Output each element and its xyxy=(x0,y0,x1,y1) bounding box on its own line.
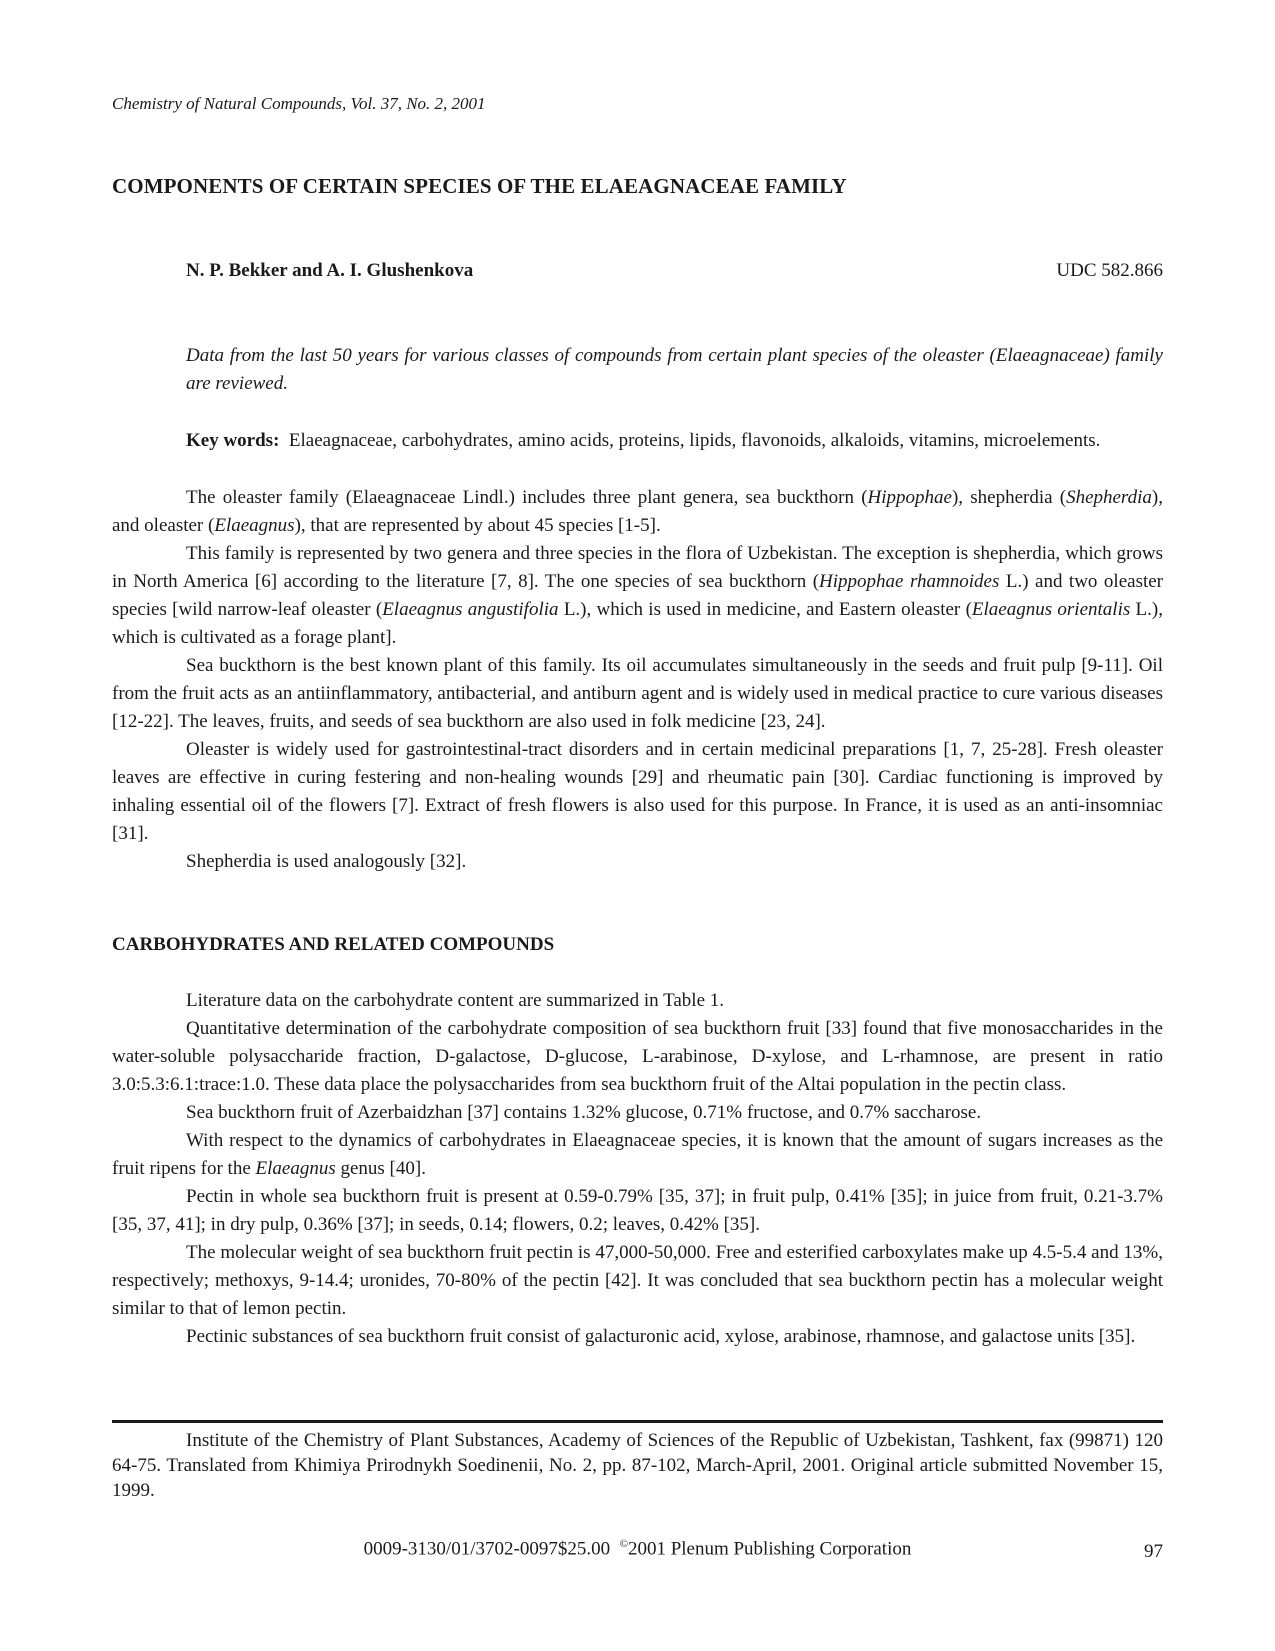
section-heading: CARBOHYDRATES AND RELATED COMPOUNDS xyxy=(112,934,555,955)
journal-header: Chemistry of Natural Compounds, Vol. 37, No. 2, 2001 xyxy=(112,94,486,113)
intro-paragraph-4: Oleaster is widely used for gastrointestinal-tract disorders and in certain medicinal preparations [1, 7, 25-28]. Fresh oleaster leaves are effective in curing festering and non-healing wounds [29] and rheumatic pain [30]. Cardiac functioning is improved by inhaling essential oil of the flowers [7]. Extract of fresh flowers is also used for this purpose. In France, it is used as an anti-insomniac [31]. xyxy=(112,739,1163,844)
intro-paragraph-3: Sea buckthorn is the best known plant of this family. Its oil accumulates simultaneously in the seeds and fruit pulp [9-11]. Oil from the fruit acts as an antiinflammatory, antibacterial, and antiburn agent and is widely used in medical practice to cure various diseases [12-22]. The leaves, fruits, and seeds of sea buckthorn are also used in folk medicine [23, 24]. xyxy=(112,655,1163,732)
intro-paragraph-1: The oleaster family (Elaeagnaceae Lindl.) includes three plant genera, sea buckthorn (Hippophae), shepherdia (Shepherdia), and oleaster (Elaeagnus), that are represented by about 45 species [1-5]. xyxy=(112,487,1163,536)
copyright-line xyxy=(0,1538,1275,1560)
carb-paragraph-1: Literature data on the carbohydrate content are summarized in Table 1. xyxy=(186,990,725,1011)
keywords-list: Elaeagnaceae, carbohydrates, amino acids, proteins, lipids, flavonoids, alkaloids, vitamins, microelements. xyxy=(288,430,1101,451)
publisher: 2001 Plenum Publishing Corporation xyxy=(627,1538,912,1560)
carb-paragraph-3: Sea buckthorn fruit of Azerbaidzhan [37] contains 1.32% glucose, 0.71% fructose, and 0.7% saccharose. xyxy=(186,1102,982,1123)
carb-paragraph-7: Pectinic substances of sea buckthorn fruit consist of galacturonic acid, xylose, arabinose, rhamnose, and galactose units [35]. xyxy=(186,1326,1136,1347)
authors: N. P. Bekker and A. I. Glushenkova xyxy=(186,260,474,281)
intro-paragraph-5: Shepherdia is used analogously [32]. xyxy=(186,851,467,872)
footnote xyxy=(112,1428,1163,1503)
carb-paragraph-6: The molecular weight of sea buckthorn fruit pectin is 47,000-50,000. Free and esterified carboxylates make up 4.5-5.4 and 13%, respectively; methoxys, 9-14.4; uronides, 70-80% of the pectin [42]. It was concluded that sea buckthorn pectin has a molecular weight similar to that of lemon pectin. xyxy=(112,1242,1163,1319)
keywords-label: Key words: xyxy=(186,430,280,451)
page-number: 97 xyxy=(1144,1541,1163,1562)
keywords xyxy=(186,427,1163,455)
footnote-text: Institute of the Chemistry of Plant Substances, Academy of Sciences of the Republic of Uzbekistan, Tashkent, fax (99871) 120 64-75. Translated from Khimiya Prirodnykh Soedinenii, No. 2, pp. 87-102, March-April, 2001. Original article submitted November 15, 1999. xyxy=(112,1430,1163,1501)
udc-code: UDC 582.866 xyxy=(1056,260,1163,281)
article-code: 0009-3130/01/3702-0097$25.00 xyxy=(363,1538,611,1560)
intro-paragraph-2: This family is represented by two genera and three species in the flora of Uzbekistan. The exception is shepherdia, which grows in North America [6] according to the literature [7, 8]. The one species of sea buckthorn (Hippophae rhamnoides L.) and two oleaster species [wild narrow-leaf oleaster (Elaeagnus angustifolia L.), which is used in medicine, and Eastern oleaster (Elaeagnus orientalis L.), which is cultivated as a forage plant]. xyxy=(112,543,1163,648)
article-title: COMPONENTS OF CERTAIN SPECIES OF THE ELAEAGNACEAE FAMILY xyxy=(112,174,847,198)
copyright-symbol: © xyxy=(619,1538,628,1550)
carb-paragraph-4: With respect to the dynamics of carbohydrates in Elaeagnaceae species, it is known that the amount of sugars increases as the fruit ripens for the Elaeagnus genus [40]. xyxy=(112,1130,1163,1179)
abstract: Data from the last 50 years for various classes of compounds from certain plant species of the oleaster (Elaeagnaceae) family are reviewed. xyxy=(186,345,1163,394)
carb-paragraph-2: Quantitative determination of the carbohydrate composition of sea buckthorn fruit [33] found that five monosaccharides in the water-soluble polysaccharide fraction, D-galactose, D-glucose, L-arabinose, D-xylose, and L-rhamnose, are present in ratio 3.0:5.3:6.1:trace:1.0. These data place the polysaccharides from sea buckthorn fruit of the Altai population in the pectin class. xyxy=(112,1018,1163,1095)
intro-section xyxy=(112,484,1163,876)
carbohydrates-section xyxy=(112,987,1163,1351)
carb-paragraph-5: Pectin in whole sea buckthorn fruit is present at 0.59-0.79% [35, 37]; in fruit pulp, 0.41% [35]; in juice from fruit, 0.21-3.7% [35, 37, 41]; in dry pulp, 0.36% [37]; in seeds, 0.14; flowers, 0.2; leaves, 0.42% [35]. xyxy=(112,1186,1163,1235)
footnote-divider xyxy=(112,1420,1163,1423)
